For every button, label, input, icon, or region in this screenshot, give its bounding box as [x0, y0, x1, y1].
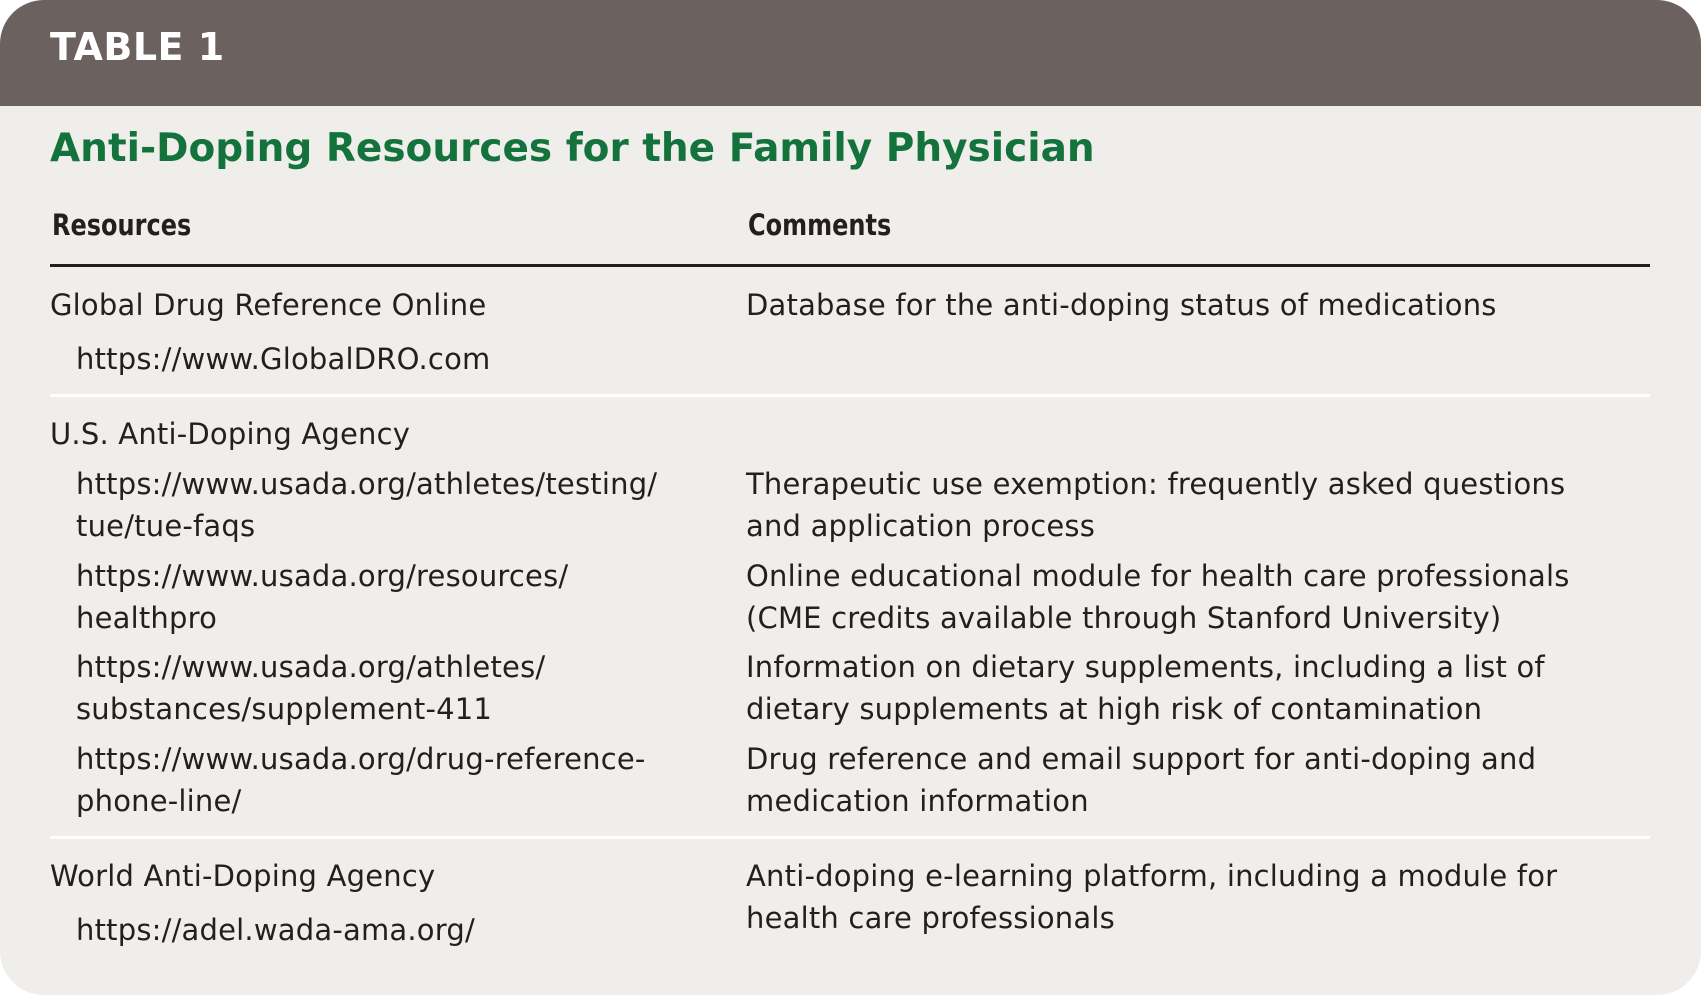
resource-url-usada-tue-line2[interactable]: tue/tue-faqs: [76, 509, 256, 543]
comment-usada-supplement-line2: dietary supplements at high risk of contamination: [746, 692, 1483, 726]
resource-url-usada-supplement-line2[interactable]: substances/supplement-411: [76, 692, 493, 726]
comment-global-dro: Database for the anti-doping status of medications: [746, 288, 1497, 322]
comment-usada-healthpro-line2: (CME credits available through Stanford University): [746, 601, 1502, 635]
comment-usada-tue-line1: Therapeutic use exemption: frequently asked questions: [746, 467, 1566, 501]
comment-wada-line1: Anti-doping e-learning platform, including a module for: [746, 859, 1558, 893]
resource-url-usada-tue-line1[interactable]: https://www.usada.org/athletes/testing/: [76, 467, 658, 501]
comment-usada-healthpro-line1: Online educational module for health care professionals: [746, 559, 1570, 593]
header-rule: [50, 264, 1650, 267]
comment-usada-drug-line2: medication information: [746, 784, 1089, 818]
resource-url-usada-healthpro-line1[interactable]: https://www.usada.org/resources/: [76, 559, 569, 593]
resource-name-wada: World Anti-Doping Agency: [50, 859, 436, 893]
table-header-bar: [0, 0, 1701, 106]
comment-usada-drug-line1: Drug reference and email support for anti-doping and: [746, 742, 1537, 776]
group-divider: [50, 836, 1650, 839]
resource-url-wada[interactable]: https://adel.wada-ama.org/: [76, 913, 475, 947]
column-header-resources: Resources: [52, 208, 192, 242]
resource-url-global-dro[interactable]: https://www.GlobalDRO.com: [76, 342, 491, 376]
comment-usada-tue-line2: and application process: [746, 509, 1096, 543]
resource-name-usada: U.S. Anti-Doping Agency: [50, 417, 411, 451]
table-title: Anti-Doping Resources for the Family Physician: [50, 126, 1095, 171]
resource-url-usada-supplement-line1[interactable]: https://www.usada.org/athletes/: [76, 650, 546, 684]
resource-name-global-dro: Global Drug Reference Online: [50, 288, 487, 322]
column-header-comments: Comments: [748, 208, 892, 242]
resource-url-usada-healthpro-line2[interactable]: healthpro: [76, 601, 218, 635]
resource-url-usada-drug-line2[interactable]: phone-line/: [76, 784, 242, 818]
table-number-label: TABLE 1: [50, 25, 225, 69]
resource-url-usada-drug-line1[interactable]: https://www.usada.org/drug-reference-: [76, 742, 646, 776]
comment-wada-line2: health care professionals: [746, 901, 1115, 935]
group-divider: [50, 394, 1650, 397]
comment-usada-supplement-line1: Information on dietary supplements, including a list of: [746, 650, 1545, 684]
